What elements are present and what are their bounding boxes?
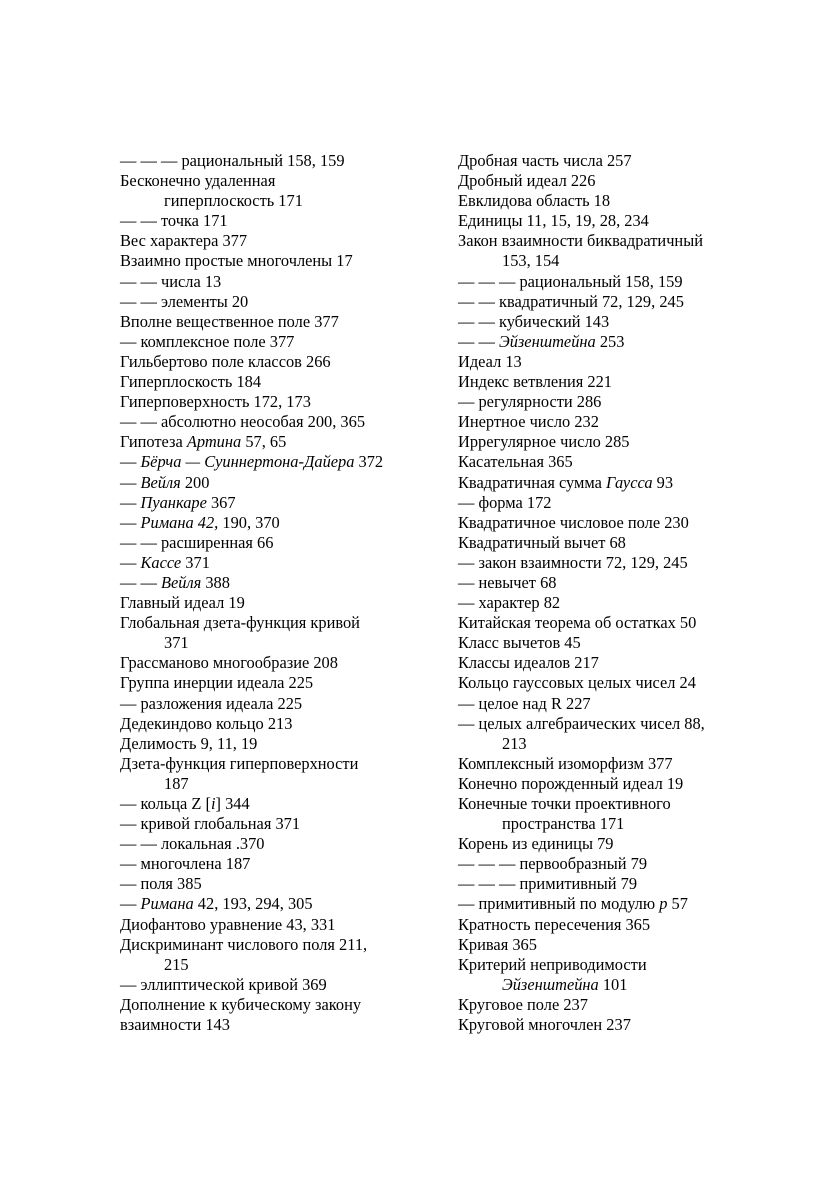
index-entry: [458, 653, 788, 673]
index-entry: [458, 673, 788, 693]
index-entry-text: — регулярности 286: [458, 392, 602, 412]
index-entry: [120, 292, 430, 312]
index-entry: [120, 412, 430, 432]
index-entry: [120, 231, 430, 251]
index-entry: [120, 593, 430, 613]
index-entry: [458, 151, 788, 171]
index-entry: [120, 814, 430, 834]
index-entry: [120, 714, 430, 734]
index-entry-text: гиперплоскость 171: [164, 191, 303, 211]
index-entry: [120, 935, 430, 955]
index-entry-text: — — кубический 143: [458, 311, 610, 331]
index-entry: [458, 372, 788, 392]
index-entry: [120, 533, 430, 553]
index-entry: [458, 171, 788, 191]
index-entry: [458, 894, 788, 914]
index-entry-text: 93: [652, 472, 674, 492]
index-entry: [120, 975, 430, 995]
index-entry: [120, 613, 430, 633]
index-entry-text: —: [120, 552, 141, 572]
index-entry-text: Китайская теорема об остатках 50: [458, 613, 697, 633]
index-entry-text: Кратность пересечения 365: [458, 914, 651, 934]
index-entry-text: Критерий неприводимости: [458, 954, 647, 974]
index-entry-text: взаимности 143: [120, 1015, 230, 1035]
index-entry: [120, 372, 430, 392]
index-entry-text: Квадратичный вычет 68: [458, 532, 626, 552]
index-entry-text: — — локальная .370: [120, 834, 265, 854]
index-entry-text: Конечные точки проективного: [458, 794, 671, 813]
index-entry-text: 190, 370: [218, 512, 280, 532]
index-entry-text: Квадратичное числовое поле 230: [458, 512, 689, 532]
index-entry-text: Иррегулярное число 285: [458, 432, 630, 452]
index-entry-text: Круговое поле 237: [458, 994, 588, 1014]
index-entry: [120, 211, 430, 231]
index-entry-text: Дробный идеал 226: [458, 171, 596, 191]
index-entry-text: — характер 82: [458, 593, 561, 613]
index-entry-text: —: [120, 512, 141, 532]
index-entry-text: Индекс ветвления 221: [458, 372, 612, 392]
index-entry-text: ] 344: [215, 794, 250, 813]
index-entry-text: — — точка 171: [120, 211, 228, 231]
index-entry-text: — поля 385: [120, 874, 202, 894]
index-entry-text: 200: [180, 472, 210, 492]
index-entry-text: Кривая 365: [458, 934, 537, 954]
index-entry-text: Группа инерции идеала 225: [120, 673, 314, 693]
index-entry-text: — — расширенная 66: [120, 532, 274, 552]
index-entry-text: — — — рациональный 158, 159: [458, 271, 683, 291]
index-entry: [458, 975, 788, 995]
index-entry: [120, 473, 430, 493]
index-entry-text: Касательная 365: [458, 452, 573, 472]
index-entry: [458, 392, 788, 412]
index-entry: [120, 1015, 430, 1035]
index-entry-text: — —: [458, 331, 499, 351]
index-entry: [120, 834, 430, 854]
index-entry-text: Дедекиндово кольцо 213: [120, 713, 293, 733]
index-entry: [120, 452, 430, 472]
index-entry-text: 42, 193, 294, 305: [193, 894, 313, 914]
index-entry-text: Гипотеза: [120, 432, 187, 452]
index-entry: [120, 774, 430, 794]
index-entry: [120, 653, 430, 673]
index-entry: [458, 593, 788, 613]
index-entry: [120, 553, 430, 573]
index-entry: [458, 231, 788, 251]
index-entry-italic-text: Эйзенштейна: [502, 974, 599, 994]
index-entry-text: Делимость 9, 11, 19: [120, 733, 258, 753]
index-entry: [458, 734, 788, 754]
index-entry: [458, 553, 788, 573]
index-entry-text: Глобальная дзета-функция кривой: [120, 613, 360, 633]
index-entry-italic-text: Пуанкаре: [140, 492, 207, 512]
index-entry: [458, 191, 788, 211]
index-entry-text: пространства 171: [502, 814, 625, 834]
index-entry-text: Корень из единицы 79: [458, 834, 614, 854]
index-entry-text: — примитивный по модулю: [458, 894, 660, 914]
index-entry: [458, 633, 788, 653]
index-entry: [458, 412, 788, 432]
index-entry: [458, 995, 788, 1015]
index-entry: [458, 613, 788, 633]
index-entry-text: — невычет 68: [458, 572, 557, 592]
index-entry-text: Грассманово многообразие 208: [120, 653, 338, 673]
index-entry-text: — — — примитивный 79: [458, 874, 638, 894]
index-entry-text: Дополнение к кубическому закону: [120, 994, 362, 1014]
index-entry: [120, 493, 430, 513]
index-entry: [458, 955, 788, 975]
index-entry-text: — — квадратичный 72, 129, 245: [458, 291, 684, 311]
index-entry-text: — целое над R 227: [458, 693, 591, 713]
index-entry: [458, 211, 788, 231]
index-entry-text: — форма 172: [458, 492, 552, 512]
index-entry-text: Гиперплоскость 184: [120, 372, 262, 392]
index-column-left: [120, 151, 430, 1035]
index-entry: [120, 794, 430, 814]
index-entry-text: — кривой глобальная 371: [120, 814, 301, 834]
index-entry-italic-text: Бёрча — Суиннертона-Дайера: [140, 452, 355, 472]
index-entry: [458, 714, 788, 734]
index-entry: [458, 432, 788, 452]
index-entry: [120, 272, 430, 292]
index-entry-text: Дискриминант числового поля 211,: [120, 934, 368, 954]
index-entry: [458, 352, 788, 372]
index-entry-text: 215: [164, 954, 189, 974]
index-entry: [458, 332, 788, 352]
index-entry: [120, 171, 430, 191]
index-entry-text: — — — рациональный 158, 159: [120, 151, 345, 170]
index-entry: [458, 794, 788, 814]
index-entry: [458, 874, 788, 894]
index-entry-text: Дзета-функция гиперповерхности: [120, 753, 359, 773]
index-entry: [458, 513, 788, 533]
index-entry-italic-text: i: [210, 794, 216, 813]
index-entry-text: — разложения идеала 225: [120, 693, 303, 713]
index-entry-text: — —: [120, 572, 161, 592]
index-entry: [120, 432, 430, 452]
index-entry-text: — комплексное поле 377: [120, 331, 295, 351]
index-entry: [120, 633, 430, 653]
index-entry-text: 57, 65: [241, 432, 287, 452]
index-entry-text: Дробная часть числа 257: [458, 151, 632, 170]
index-entry: [458, 312, 788, 332]
index-entry-text: — эллиптической кривой 369: [120, 974, 327, 994]
index-entry: [458, 272, 788, 292]
index-entry: [458, 774, 788, 794]
index-entry-italic-text: Кассе: [140, 552, 182, 572]
index-entry: [120, 874, 430, 894]
index-entry-text: Идеал 13: [458, 351, 522, 371]
index-entry: [458, 452, 788, 472]
index-entry: [458, 573, 788, 593]
index-entry: [120, 854, 430, 874]
index-entry-text: Кольцо гауссовых целых чисел 24: [458, 673, 696, 693]
index-entry: [120, 694, 430, 714]
index-column-right: [458, 151, 788, 1035]
index-entry-text: 371: [181, 552, 210, 572]
index-entry-italic-text: Вейля: [160, 572, 202, 592]
index-entry-text: Гиперповерхность 172, 173: [120, 392, 311, 412]
index-entry-text: —: [120, 492, 141, 512]
index-entry: [458, 493, 788, 513]
index-entry: [458, 251, 788, 271]
index-entry: [120, 573, 430, 593]
index-entry-text: 153, 154: [502, 251, 560, 271]
index-entry: [458, 533, 788, 553]
index-entry-italic-text: Эйзенштейна: [498, 331, 596, 351]
index-entry: [120, 995, 430, 1015]
index-entry-text: Бесконечно удаленная: [120, 171, 276, 191]
index-entry-text: Инертное число 232: [458, 412, 599, 432]
index-entry: [120, 955, 430, 975]
index-entry: [120, 754, 430, 774]
index-entry: [458, 1015, 788, 1035]
index-entry-italic-text: Римана: [140, 894, 194, 914]
index-entry-text: Взаимно простые многочлены 17: [120, 251, 353, 271]
index-entry: [458, 915, 788, 935]
index-entry-text: Диофантово уравнение 43, 331: [120, 914, 336, 934]
index-entry-text: Конечно порожденный идеал 19: [458, 773, 684, 793]
index-entry-text: Закон взаимности биквадратичный: [458, 231, 703, 251]
index-entry-text: 367: [206, 492, 236, 512]
index-entry-text: — закон взаимности 72, 129, 245: [458, 552, 688, 572]
index-entry-text: Круговой многочлен 237: [458, 1015, 631, 1035]
index-entry-text: Евклидова область 18: [458, 191, 611, 211]
index-entry: [458, 754, 788, 774]
index-entry-italic-text: Гаусса: [606, 472, 653, 492]
index-entry-text: — многочлена 187: [120, 854, 251, 874]
index-entry: [458, 854, 788, 874]
index-entry: [120, 151, 430, 171]
index-entry-text: —: [120, 894, 141, 914]
index-entry-text: — кольца Z [: [120, 794, 211, 813]
index-entry-text: Вес характера 377: [120, 231, 248, 251]
index-entry: [120, 251, 430, 271]
index-entry-text: Квадратичная сумма: [458, 472, 607, 492]
index-entry: [120, 915, 430, 935]
index-entry-text: 372: [354, 452, 384, 472]
index-entry: [120, 673, 430, 693]
index-entry-text: 388: [201, 572, 230, 592]
index-entry-italic-text: Римана 42,: [140, 512, 219, 532]
index-entry-text: —: [120, 452, 141, 472]
index-entry-text: Комплексный изоморфизм 377: [458, 753, 673, 773]
index-entry-italic-text: Вейля: [140, 472, 181, 492]
index-entry-italic-text: p: [659, 894, 668, 914]
index-entry: [458, 292, 788, 312]
index-entry: [458, 473, 788, 493]
index-entry-text: 101: [598, 974, 628, 994]
index-entry: [120, 312, 430, 332]
index-entry-text: —: [120, 472, 141, 492]
index-entry-text: Единицы 11, 15, 19, 28, 234: [458, 211, 649, 231]
index-entry-text: 213: [502, 733, 527, 753]
index-entry-text: Классы идеалов 217: [458, 653, 599, 673]
index-entry-text: — — числа 13: [120, 271, 222, 291]
index-entry: [120, 332, 430, 352]
index-entry-text: Главный идеал 19: [120, 593, 245, 613]
index-entry-italic-text: Артина: [186, 432, 242, 452]
index-entry: [120, 734, 430, 754]
index-entry: [458, 834, 788, 854]
index-entry-text: Вполне вещественное поле 377: [120, 311, 339, 331]
index-entry: [458, 694, 788, 714]
index-entry-text: — — элементы 20: [120, 291, 249, 311]
index-entry-text: 57: [667, 894, 688, 914]
index-entry: [458, 814, 788, 834]
index-entry: [120, 894, 430, 914]
index-entry: [120, 191, 430, 211]
index-entry-text: Класс вычетов 45: [458, 633, 581, 653]
index-entry-text: 371: [164, 633, 189, 653]
index-entry: [458, 935, 788, 955]
index-entry: [120, 513, 430, 533]
index-entry-text: 187: [164, 773, 189, 793]
index-entry: [120, 392, 430, 412]
index-entry: [120, 352, 430, 372]
index-entry-text: — — — первообразный 79: [458, 854, 648, 874]
index-entry-text: Гильбертово поле классов 266: [120, 351, 331, 371]
index-entry-text: — целых алгебраических чисел 88,: [458, 713, 705, 733]
index-entry-text: — — абсолютно неособая 200, 365: [120, 412, 366, 432]
index-entry-text: 253: [595, 331, 625, 351]
